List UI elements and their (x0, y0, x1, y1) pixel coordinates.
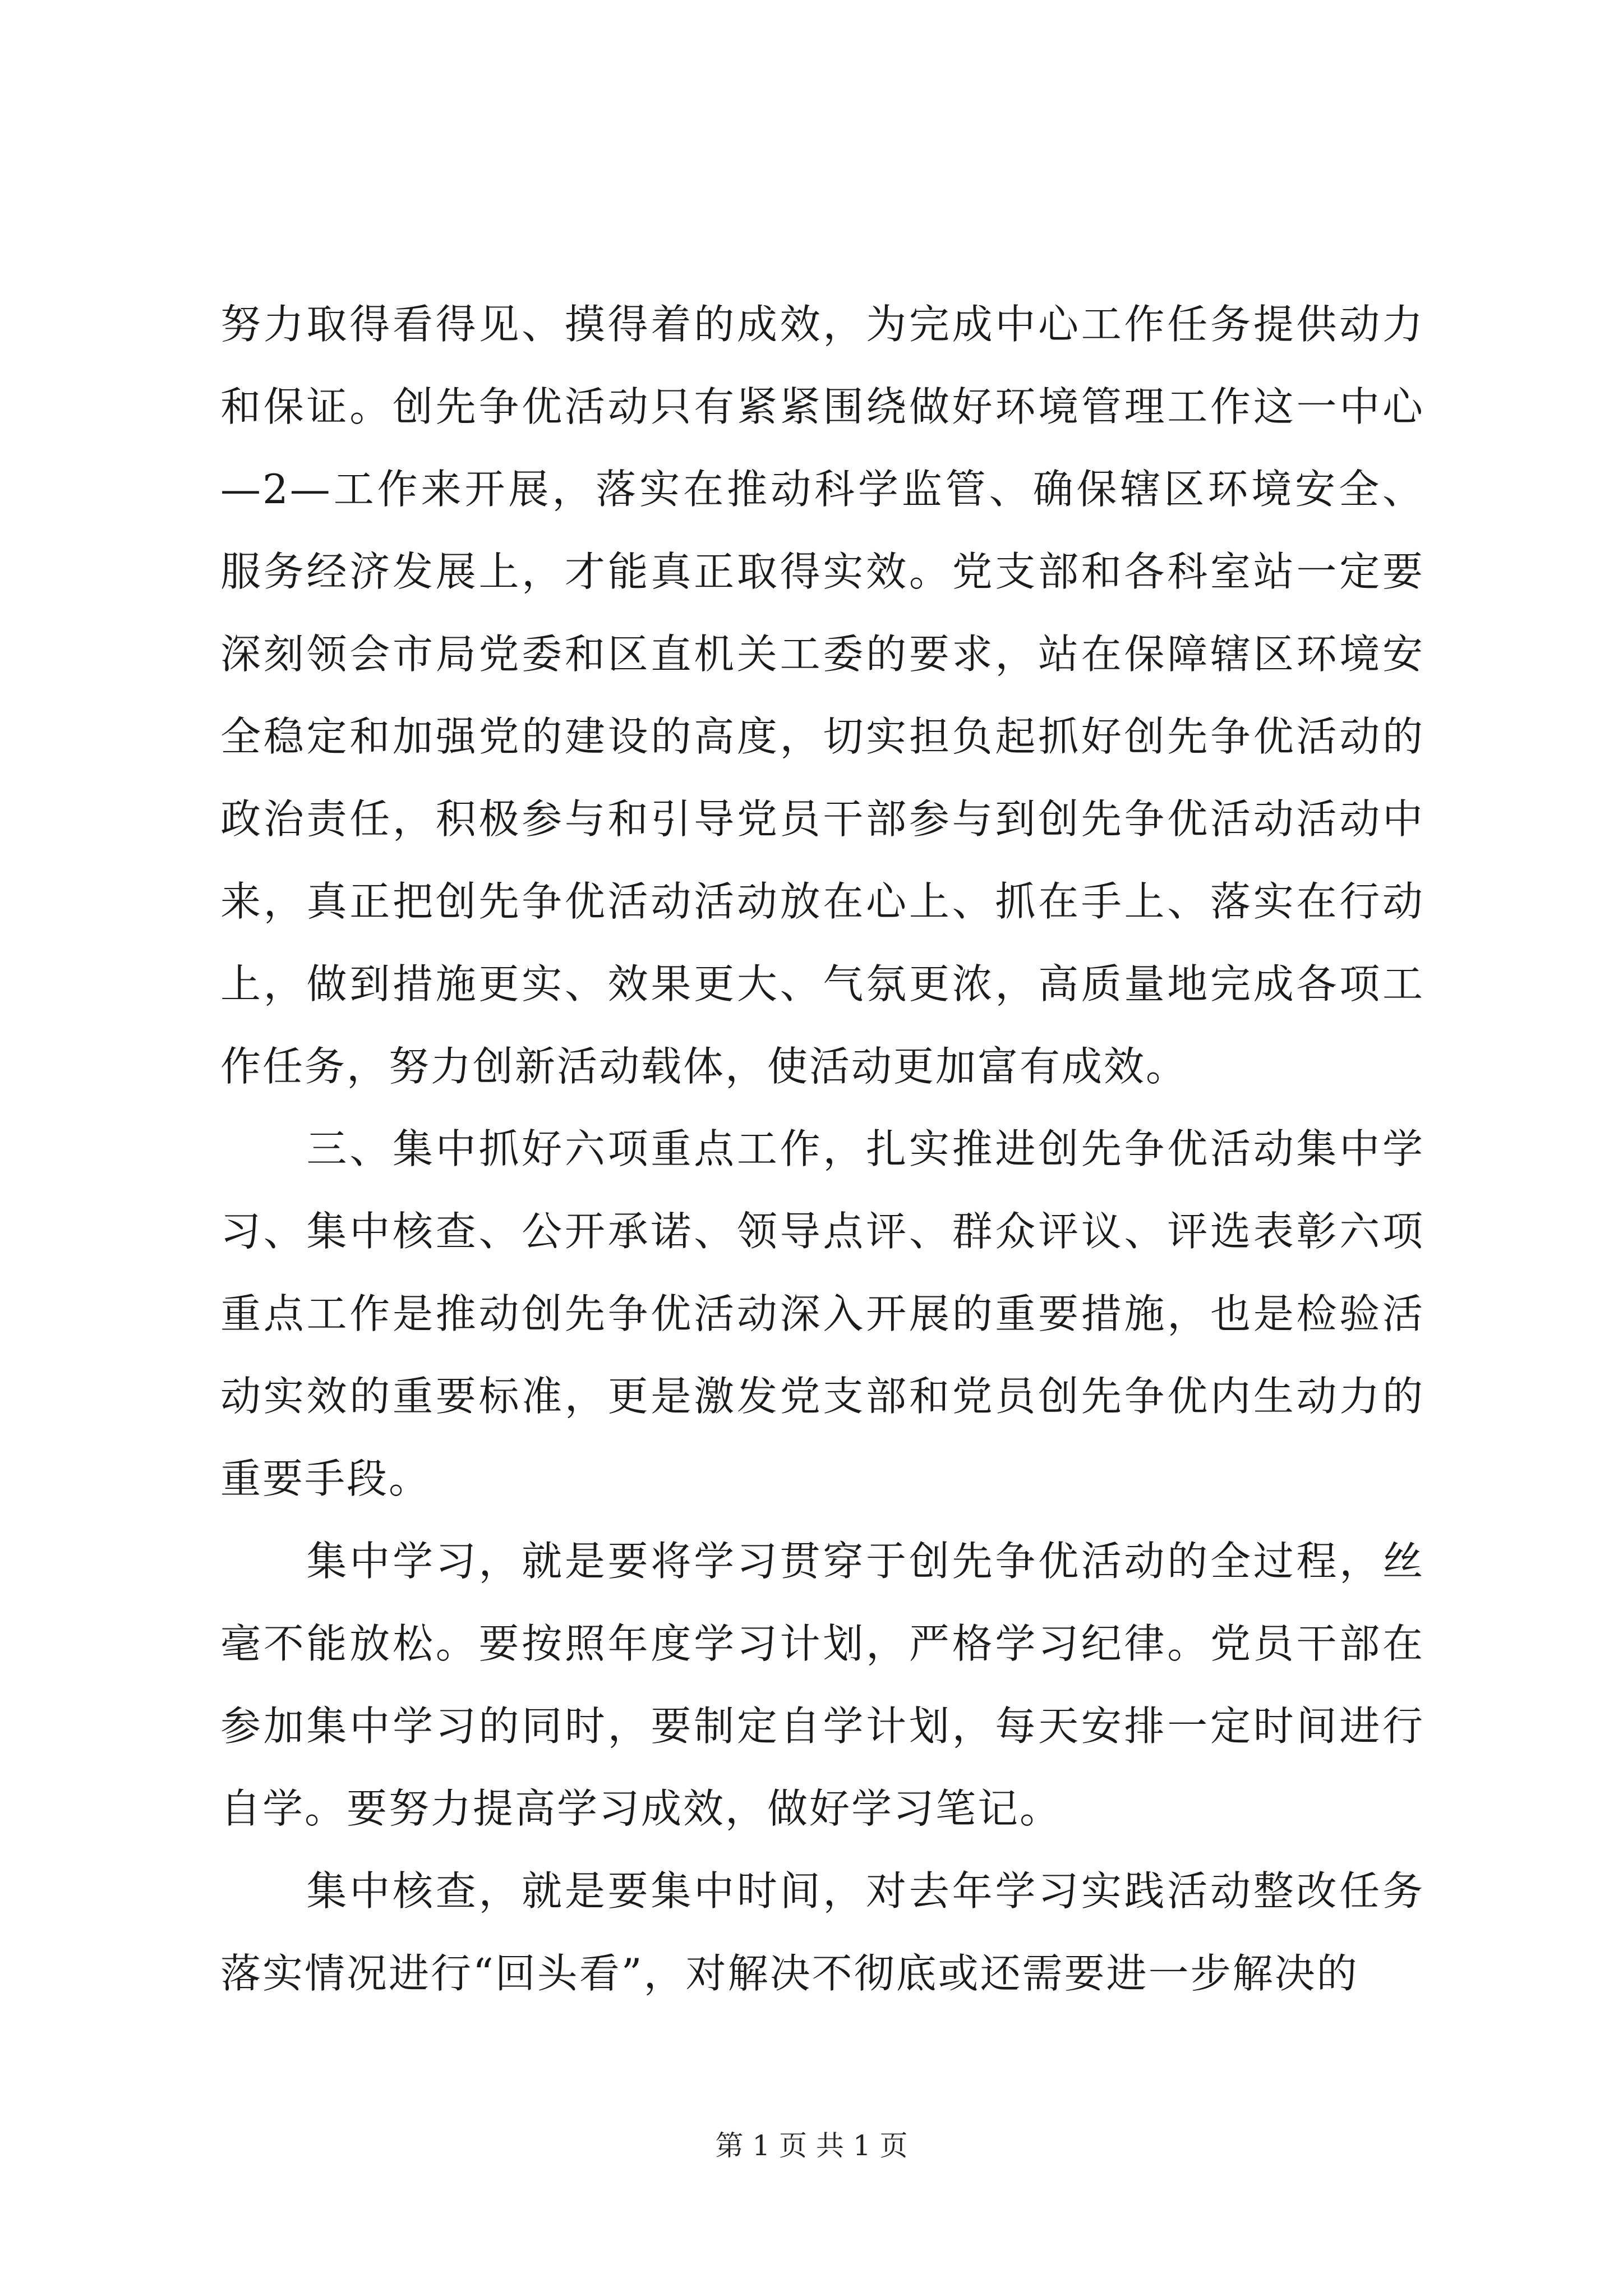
paragraph-3: 集中学习，就是要将学习贯穿于创先争优活动的全过程，丝毫不能放松。要按照年度学习计划，严格学习纪律。党员干部在参加集中学习的同时，要制定自学计划，每天安排一定时间进行自学。要努力提高学习成效，做好学习笔记。 (220, 1538, 1424, 1832)
paragraph-4: 集中核查，就是要集中时间，对去年学习实践活动整改任务落实情况进行“回头看”，对解决不彻底或还需要进一步解决的 (220, 1867, 1424, 1997)
page-number-footer: 第 1 页 共 1 页 (715, 2129, 908, 2162)
document-body (220, 283, 1424, 2015)
paragraph-2: 三、集中抓好六项重点工作，扎实推进创先争优活动集中学习、集中核查、公开承诺、领导点评、群众评议、评选表彰六项重点工作是推动创先争优活动深入开展的重要措施，也是检验活动实效的重要标准，更是激发党支部和党员创先争优内生动力的重要手段。 (220, 1125, 1424, 1502)
paragraph-1: 努力取得看得见、摸得着的成效，为完成中心工作任务提供动力和保证。创先争优活动只有紧紧围绕做好环境管理工作这一中心—2—工作来开展，落实在推动科学监管、确保辖区环境安全、服务经济发展上，才能真正取得实效。党支部和各科室站一定要深刻领会市局党委和区直机关工委的要求，站在保障辖区环境安全稳定和加强党的建设的高度，切实担负起抓好创先争优活动的政治责任，积极参与和引导党员干部参与到创先争优活动活动中来，真正把创先争优活动活动放在心上、抓在手上、落实在行动上，做到措施更实、效果更大、气氛更浓，高质量地完成各项工作任务，努力创新活动载体，使活动更加富有成效。 (220, 301, 1424, 1090)
